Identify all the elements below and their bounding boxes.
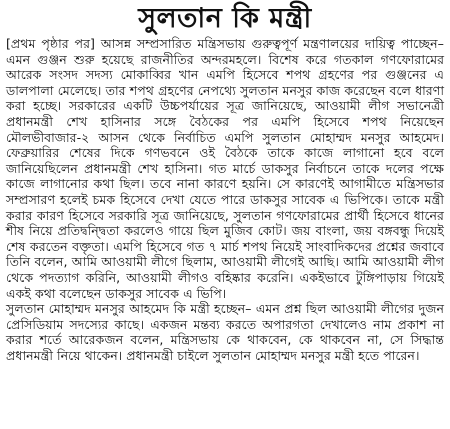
paragraph-1	[6, 36, 444, 301]
paragraph-1-text: আসন্ন সম্প্রসারিত মন্ত্রিসভায় গুরুত্বপূর্ণ মন্ত্রণালয়ের দায়িত্ব পাচ্ছেন– এমন গুঞ্জন শুরু হয়েছে রাজনীতির অন্দরমহলে। বিশেষ করে গতকাল গণফোরামের আরেক সংসদ সদস্য মোকাব্বির খান এমপি হিসেবে শপথ গ্রহণের পর গুঞ্জনের এ ডালপালা মেলেছে। তার শপথ গ্রহণের নেপথ্যে সুলতান মনসুর কাজ করেছেন বলে ধারণা করা হচ্ছে। সরকারের একটি উচ্চপর্যায়ের সূত্র জানিয়েছে, আওয়ামী লীগ সভানেত্রী প্রধানমন্ত্রী শেখ হাসিনার সঙ্গে বৈঠকের পর এমপি হিসেবে শপথ নিয়েছেন মৌলভীবাজার-২ আসন থেকে নির্বাচিত এমপি সুলতান মোহাম্মদ মনসুর আহমেদ। ফেব্রুয়ারির শেষের দিকে গণভবনে ওই বৈঠকে তাকে কাজে লাগানো হবে বলে জানিয়েছিলেন প্রধানমন্ত্রী শেখ হাসিনা। গত মার্চে ডাকসুর নির্বাচনে তাকে দলের পক্ষে কাজে লাগানোর কথা ছিল। তবে নানা কারণে হয়নি। সে কারণেই আগামীতে মন্ত্রিসভার সম্প্রসারণ হলেই চমক হিসেবে দেখা যেতে পারে ডাকসুর সাবেক এ ভিপিকে। তাকে মন্ত্রী করার কারণ হিসেবে সরকারি সূত্র জানিয়েছে, সুলতান গণফোরামের প্রার্থী হিসেবে ধানের শীষ নিয়ে প্রতিদ্বন্দ্বিতা করলেও গায়ে ছিল মুজিব কোট। জয় বাংলা, জয় বঙ্গবন্ধু দিয়েই শেষ করতেন বক্তৃতা। এমপি হিসেবে গত ৭ মার্চ শপথ নিয়েই সাংবাদিকদের প্রশ্নের জবাবে তিনি বলেন, আমি আওয়ামী লীগে ছিলাম, আওয়ামী লীগেই আছি। আমি আওয়ামী লীগ থেকে পদত্যাগ করিনি, আওয়ামী লীগও বহিষ্কার করেনি। একইভাবে টুঙ্গিপাড়ায় গিয়েই একই কথা বলেছেন ডাকসুর সাবেক এ ভিপি।	[6, 36, 444, 301]
paragraph-2	[6, 301, 444, 363]
article-body	[6, 36, 444, 363]
paragraph-2-text: সুলতান মোহাম্মদ মনসুর আহমেদ কি মন্ত্রী হচ্ছেন– এমন প্রশ্ন ছিল আওয়ামী লীগের দুজন প্রেসিডিয়াম সদস্যের কাছে। একজন মন্তব্য করতে অপারগতা দেখালেও নাম প্রকাশ না করার শর্তে আরেকজন বলেন, মন্ত্রিসভায় কে থাকবেন, কে থাকবেন না, সে সিদ্ধান্ত প্রধানমন্ত্রী নিয়ে থাকেন। প্রধানমন্ত্রী চাইলে সুলতান মোহাম্মদ মনসুর মন্ত্রী হতে পারেন।	[6, 301, 444, 363]
continuation-tag: [প্রথম পৃষ্ঠার পর]	[6, 36, 95, 51]
headline: সুলতান কি মন্ত্রী	[138, 3, 312, 34]
